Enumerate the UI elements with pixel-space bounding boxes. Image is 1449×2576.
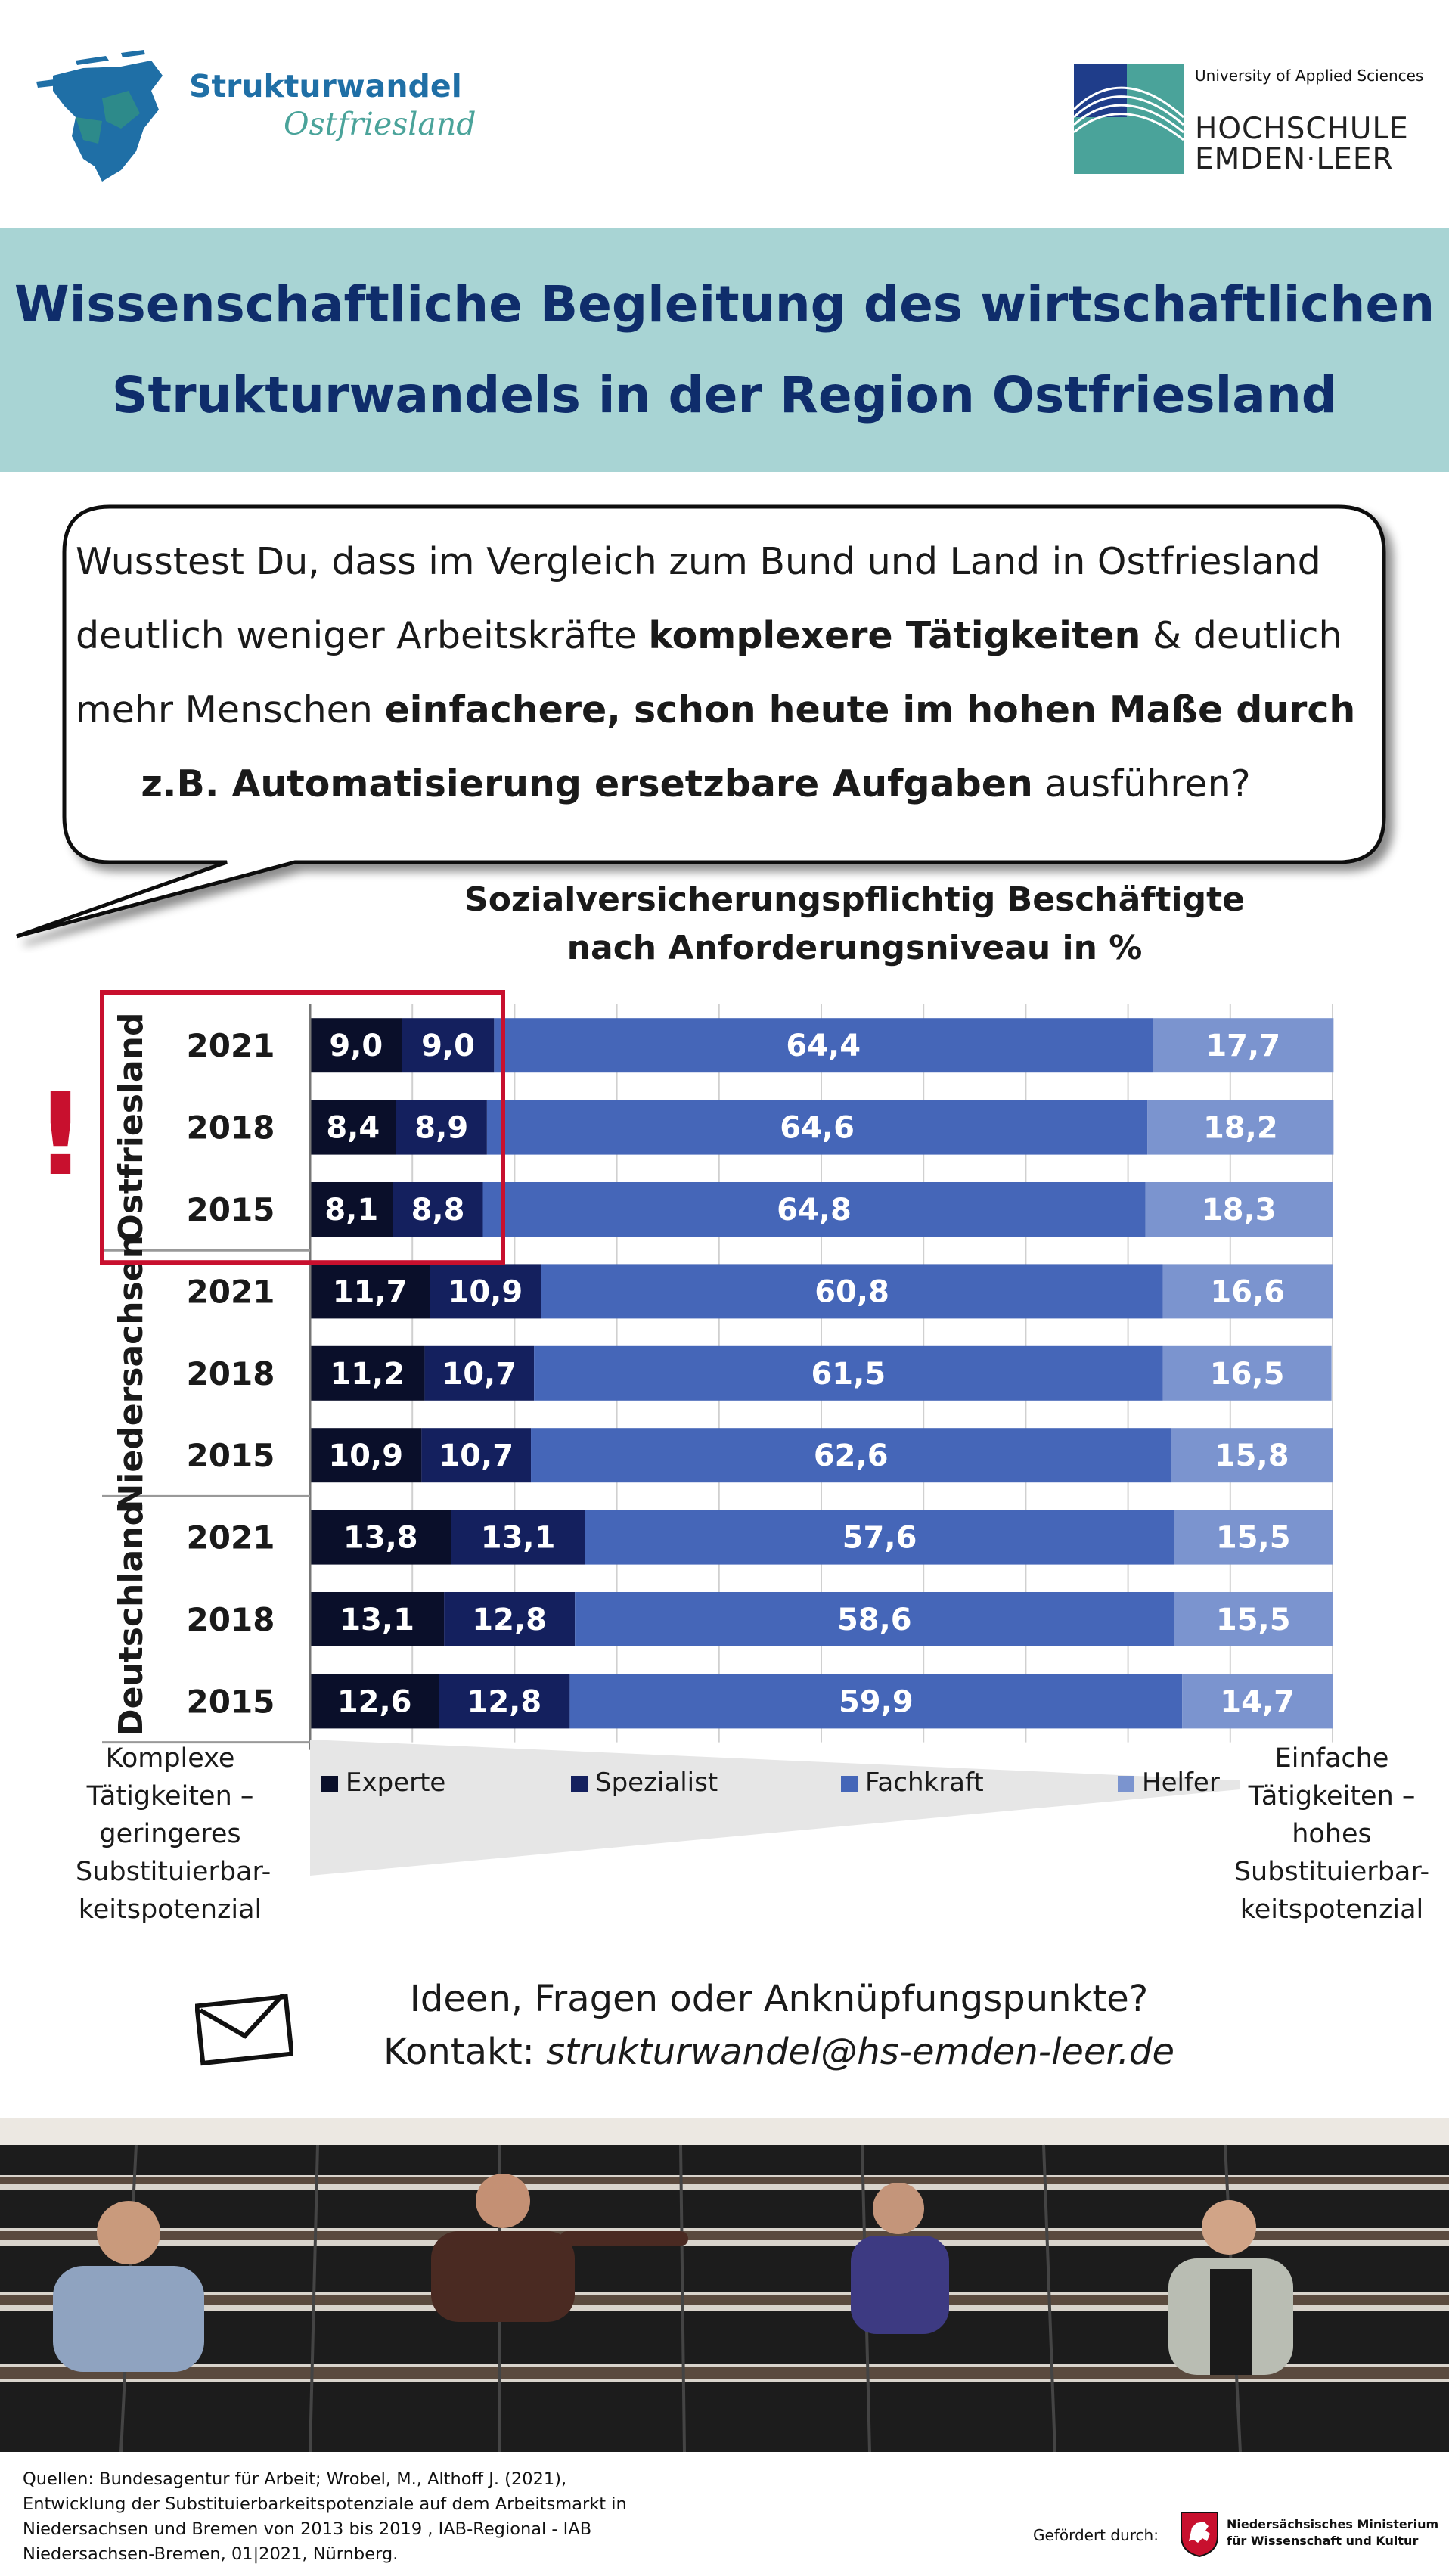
bar-value-label: 18,2 [1202,1110,1278,1146]
ministry-logo [1180,2506,1437,2567]
university-label: University of Applied Sciences [1195,67,1424,85]
bubble-line-2: deutlich weniger Arbeitskräfte komplexere Tätigkeiten & deutlich [76,614,1342,657]
year-label: 2018 [186,1109,275,1147]
ministry-line1: Niedersächsisches Ministerium [1227,2517,1439,2531]
bar-value-label: 62,6 [813,1439,889,1474]
sources-note [23,2467,643,2567]
group-label: Ostfriesland [112,1012,150,1243]
legend-swatch-helfer [1118,1776,1134,1792]
left-axis-note [76,1740,271,1929]
right-note-line: hohes [1292,1819,1372,1849]
legend-swatch-experte [321,1776,338,1792]
bar-value-label: 15,5 [1215,1520,1291,1556]
left-note-line: Substituierbar- [76,1857,271,1887]
ministry-line2: für Wissenschaft und Kultur [1227,2534,1419,2548]
banner-title-line2: Strukturwandels in der Region Ostfriesland [111,366,1338,424]
bar-value-label: 61,5 [811,1356,886,1392]
lower-saxony-crest-icon [1180,2511,1219,2558]
hochschule-label: HOCHSCHULE [1195,112,1409,146]
legend-label-fachkraft: Fachkraft [865,1768,984,1798]
envelope-icon [195,1994,293,2066]
bar-value-label: 13,1 [480,1520,556,1556]
bar-value-label: 11,2 [330,1356,405,1392]
right-note-line: keitspotenzial [1240,1895,1424,1925]
bubble-line-4: z.B. Automatisierung ersetzbare Aufgaben ausführen? [141,762,1251,805]
right-note-line: Substituierbar- [1233,1857,1430,1887]
bar-value-label: 16,5 [1209,1356,1285,1392]
bar-value-label: 16,6 [1210,1274,1286,1310]
contact-email-link[interactable]: strukturwandel@hs-emden-leer.de [546,2031,1175,2073]
year-label: 2021 [186,1273,275,1311]
logo-subtitle: Ostfriesland [284,106,476,142]
bar-value-label: 9,0 [421,1029,475,1064]
year-label: 2015 [186,1683,275,1721]
bar-value-label: 13,8 [343,1520,418,1556]
bar-value-label: 8,8 [411,1193,465,1227]
bar-value-label: 59,9 [838,1684,914,1720]
right-note-line: Tätigkeiten – [1248,1781,1416,1811]
contact-line: Kontakt: strukturwandel@hs-emden-leer.de [383,2031,1175,2073]
bar-value-label: 14,7 [1220,1684,1295,1720]
chart-bars [310,1018,1333,1728]
bar-value-label: 13,1 [340,1603,414,1637]
legend-swatch-spezialist [571,1776,588,1792]
sources-line: Quellen: Bundesagentur für Arbeit; Wrobel, M., Althoff J. (2021), [23,2469,567,2489]
bar-value-label: 12,8 [472,1603,547,1637]
bubble-line-1: Wusstest Du, dass im Vergleich zum Bund und Land in Ostfriesland [76,540,1321,583]
bar-value-label: 64,6 [780,1110,855,1146]
bar-value-label: 12,6 [337,1684,412,1720]
bar-value-label: 18,3 [1201,1193,1277,1227]
bar-value-label: 10,9 [328,1439,404,1474]
sources-line: Niedersachsen und Bremen von 2013 bis 2019 , IAB-Regional - IAB [23,2519,592,2539]
bar-value-label: 11,7 [332,1274,408,1310]
strukturwandel-logo [30,45,514,197]
legend-label-experte: Experte [346,1768,446,1798]
legend-wedge [310,1740,1240,1876]
bar-value-label: 64,8 [777,1193,852,1227]
bar-value-label: 60,8 [814,1274,889,1310]
exclamation-mark: ! [34,1069,87,1201]
bar-value-label: 8,9 [414,1110,469,1146]
year-label: 2018 [186,1601,275,1638]
bar-value-label: 10,9 [448,1274,523,1310]
right-axis-note [1230,1740,1434,1929]
right-note-line: Einfache [1274,1743,1389,1774]
year-label: 2015 [186,1437,275,1475]
funded-by-label: Gefördert durch: [1033,2526,1159,2544]
group-label: Deutschland [112,1502,150,1736]
sources-line: Niedersachsen-Bremen, 01|2021, Nürnberg. [23,2544,399,2564]
left-note-line: geringeres [99,1819,241,1849]
bar-value-label: 15,5 [1215,1603,1291,1637]
bar-value-label: 17,7 [1205,1029,1281,1064]
bar-value-label: 57,6 [842,1520,917,1556]
bar-value-label: 64,4 [786,1029,861,1064]
bar-value-label: 10,7 [439,1439,514,1474]
hochschule-wave-icon [1074,64,1184,174]
legend-label-spezialist: Spezialist [595,1768,718,1798]
hochschule-emden-leer-logo [1074,61,1424,176]
title-banner [0,228,1449,472]
group-label: Niedersachsen [112,1235,150,1512]
year-label: 2018 [186,1355,275,1392]
emden-leer-label: EMDEN·LEER [1195,142,1394,176]
lecture-hall-photo [0,2118,1449,2452]
left-note-line: keitspotenzial [78,1895,262,1925]
left-note-line: Komplexe [105,1743,235,1774]
chart-title-line1: Sozialversicherungspflichtig Beschäftigte [464,880,1245,919]
team-photo [0,2118,1449,2452]
bar-value-label: 58,6 [836,1603,912,1637]
ostfriesland-map-icon [30,45,182,197]
bar-value-label: 9,0 [329,1029,383,1064]
banner-title-line1: Wissenschaftliche Begleitung des wirtschaftlichen [14,275,1435,334]
bar-value-label: 8,1 [324,1193,379,1227]
bubble-line-3: mehr Menschen einfachere, schon heute im hohen Maße durch [76,688,1356,731]
bar-value-label: 10,7 [442,1356,517,1392]
bar-value-label: 12,8 [467,1684,542,1720]
legend-swatch-fachkraft [841,1776,858,1792]
contact-question: Ideen, Fragen oder Anknüpfungspunkte? [409,1978,1149,2020]
year-label: 2015 [186,1191,275,1228]
bubble-question [76,525,1356,821]
chart-title-line2: nach Anforderungsniveau in % [566,929,1143,967]
logo-title: Strukturwandel [189,68,462,104]
chart-title [363,876,1346,973]
year-label: 2021 [186,1027,275,1065]
bar-value-label: 8,4 [326,1110,380,1146]
left-note-line: Tätigkeiten – [86,1781,254,1811]
bar-value-label: 15,8 [1214,1439,1289,1474]
chart-legend [310,1740,1240,1876]
legend-label-helfer: Helfer [1142,1768,1220,1798]
contact-block [303,1972,1255,2078]
year-label: 2021 [186,1519,275,1556]
sources-line: Entwicklung der Substituierbarkeitspotenziale auf dem Arbeitsmarkt in [23,2494,627,2514]
